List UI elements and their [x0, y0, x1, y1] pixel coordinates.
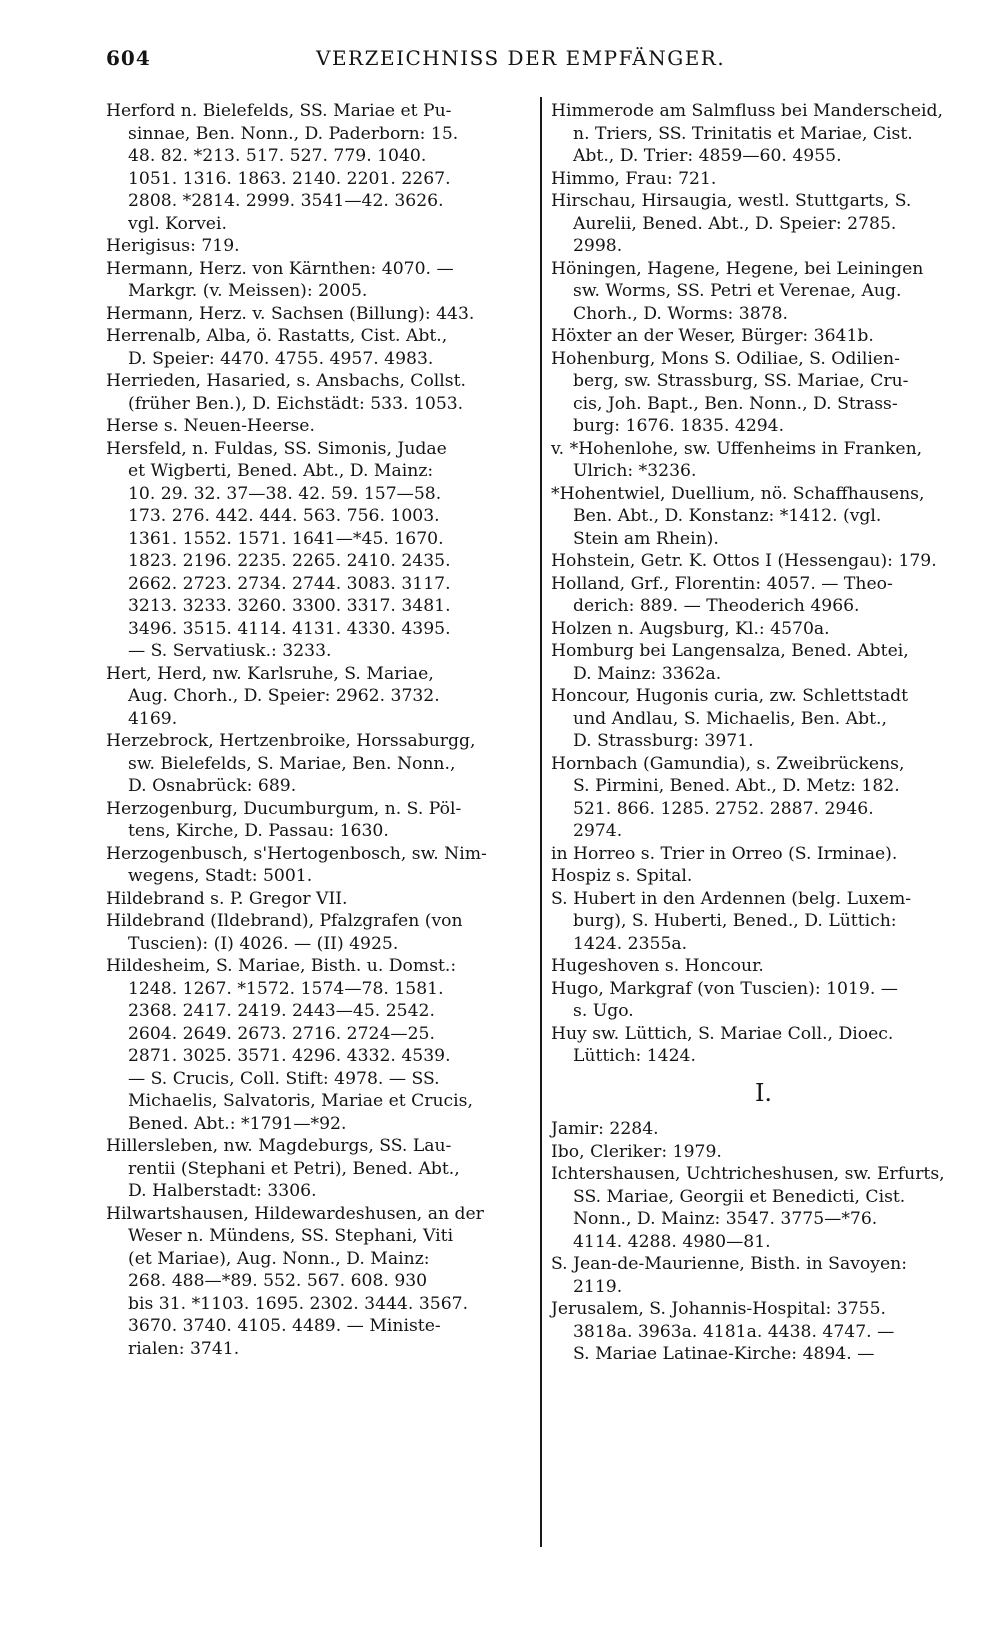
entry-heading-line: Hildesheim, S. Mariae, Bisth. u. Domst.: [106, 956, 457, 976]
entry-continuation-line: 4169. [128, 708, 178, 729]
entry-continuation-line: 2604. 2649. 2673. 2716. 2724—25. [128, 1023, 435, 1044]
index-entry [551, 685, 976, 753]
entry-heading-line: Jerusalem, S. Johannis-Hospital: 3755. [551, 1299, 886, 1319]
index-entry [106, 843, 536, 888]
entry-heading-line: v. *Hohenlohe, sw. Uffenheims in Franken, [551, 438, 923, 459]
index-entry [106, 910, 536, 955]
entry-continuation-line: D. Osnabrück: 689. [128, 776, 297, 796]
entry-heading-line: Hersfeld, n. Fuldas, SS. Simonis, Judae [106, 438, 447, 459]
entry-heading-line: Holzen n. Augsburg, Kl.: 4570a. [551, 618, 830, 639]
index-entry [106, 438, 536, 663]
index-entry [551, 865, 976, 888]
entry-heading-line: Homburg bei Langensalza, Bened. Abtei, [551, 641, 909, 661]
entry-continuation-line: 1248. 1267. *1572. 1574—78. 1581. [128, 978, 444, 999]
entry-heading-line: Hirschau, Hirsaugia, westl. Stuttgarts, S. [551, 191, 912, 211]
index-entry [106, 325, 536, 370]
index-entry [551, 100, 976, 168]
entry-heading-line: Hohenburg, Mons S. Odiliae, S. Odilien- [551, 348, 900, 369]
entry-continuation-line: 2871. 3025. 3571. 4296. 4332. 4539. [128, 1046, 451, 1066]
left-column [106, 100, 536, 1360]
index-entry [551, 168, 976, 191]
entry-continuation-line: Tuscien): (I) 4026. — (II) 4925. [128, 933, 399, 954]
entry-continuation-line: sw. Worms, SS. Petri et Verenae, Aug. [573, 281, 902, 301]
entry-heading-line: Hert, Herd, nw. Karlsruhe, S. Mariae, [106, 663, 434, 684]
index-entry [551, 888, 976, 956]
entry-continuation-line: sinnae, Ben. Nonn., D. Paderborn: 15. [128, 123, 459, 144]
index-entry [551, 1023, 976, 1068]
entry-continuation-line: Markgr. (v. Meissen): 2005. [128, 281, 368, 301]
page-header [106, 44, 866, 78]
entry-heading-line: Herzebrock, Hertzenbroike, Horssaburgg, [106, 731, 476, 751]
entry-heading-line: Hildebrand (Ildebrand), Pfalzgrafen (von [106, 911, 463, 931]
index-entry [106, 663, 536, 731]
index-entry [551, 1141, 976, 1164]
index-entry [551, 955, 976, 978]
entry-continuation-line: 3818a. 3963a. 4181a. 4438. 4747. — [573, 1321, 895, 1342]
entry-continuation-line: 521. 866. 1285. 2752. 2887. 2946. [573, 798, 874, 819]
entry-continuation-line: S. Mariae Latinae-Kirche: 4894. — [573, 1344, 875, 1364]
index-entry [106, 415, 536, 438]
column-divider [540, 97, 542, 1547]
entry-heading-line: Honcour, Hugonis curia, zw. Schlettstadt [551, 686, 909, 706]
index-entry [106, 798, 536, 843]
entry-heading-line: S. Hubert in den Ardennen (belg. Luxem- [551, 888, 912, 909]
entry-continuation-line: berg, sw. Strassburg, SS. Mariae, Cru- [573, 371, 909, 391]
entry-continuation-line: vgl. Korvei. [128, 213, 227, 234]
index-entry [551, 1118, 976, 1141]
entry-heading-line: Jamir: 2284. [551, 1119, 659, 1139]
entry-continuation-line: D. Strassburg: 3971. [573, 731, 754, 751]
entry-continuation-line: 1361. 1552. 1571. 1641—*45. 1670. [128, 528, 444, 549]
entry-continuation-line: 1424. 2355a. [573, 933, 688, 954]
entry-heading-line: Hilwartshausen, Hildewardeshusen, an der [106, 1203, 484, 1224]
index-entry [551, 1298, 976, 1366]
right-column [551, 100, 976, 1366]
entry-continuation-line: wegens, Stadt: 5001. [128, 866, 313, 886]
entry-heading-line: Hugo, Markgraf (von Tuscien): 1019. — [551, 978, 898, 999]
entry-heading-line: Herse s. Neuen-Heerse. [106, 416, 315, 436]
entry-heading-line: Hildebrand s. P. Gregor VII. [106, 888, 348, 909]
index-entry [106, 303, 536, 326]
entry-continuation-line: 268. 488—*89. 552. 567. 608. 930 [128, 1271, 428, 1291]
entry-continuation-line: Bened. Abt.: *1791—*92. [128, 1113, 347, 1134]
index-entry [106, 1203, 536, 1361]
entry-continuation-line: Lüttich: 1424. [573, 1046, 696, 1066]
index-entry [551, 1163, 976, 1253]
entry-continuation-line: 2662. 2723. 2734. 2744. 3083. 3117. [128, 573, 451, 594]
entry-continuation-line: n. Triers, SS. Trinitatis et Mariae, Cist. [573, 123, 913, 144]
entry-heading-line: Herrieden, Hasaried, s. Ansbachs, Collst. [106, 371, 466, 391]
index-entry [551, 550, 976, 573]
index-entry [551, 483, 976, 551]
entry-continuation-line: cis, Joh. Bapt., Ben. Nonn., D. Strass- [573, 393, 898, 414]
entry-continuation-line: sw. Bielefelds, S. Mariae, Ben. Nonn., [128, 753, 456, 774]
entry-continuation-line: Weser n. Mündens, SS. Stephani, Viti [128, 1226, 454, 1246]
entry-heading-line: Hospiz s. Spital. [551, 866, 693, 886]
entry-continuation-line: 4114. 4288. 4980—81. [573, 1231, 771, 1252]
entry-continuation-line: 48. 82. *213. 517. 527. 779. 1040. [128, 146, 427, 166]
entry-continuation-line: s. Ugo. [573, 1001, 634, 1021]
entry-continuation-line: (früher Ben.), D. Eichstädt: 533. 1053. [128, 393, 464, 414]
entry-continuation-line: burg), S. Huberti, Bened., D. Lüttich: [573, 911, 897, 931]
index-entry [106, 235, 536, 258]
entry-continuation-line: 2998. [573, 236, 623, 256]
entry-continuation-line: rialen: 3741. [128, 1338, 240, 1359]
entry-heading-line: Holland, Grf., Florentin: 4057. — Theo- [551, 573, 893, 594]
entry-heading-line: Hohstein, Getr. K. Ottos I (Hessengau): 179. [551, 551, 937, 571]
entry-continuation-line: SS. Mariae, Georgii et Benedicti, Cist. [573, 1186, 906, 1207]
entry-continuation-line: burg: 1676. 1835. 4294. [573, 416, 785, 436]
entry-heading-line: Hermann, Herz. v. Sachsen (Billung): 443. [106, 303, 475, 324]
entry-heading-line: Huy sw. Lüttich, S. Mariae Coll., Dioec. [551, 1023, 894, 1044]
entry-heading-line: Herzogenbusch, s'Hertogenbosch, sw. Nim- [106, 843, 487, 864]
entry-continuation-line: bis 31. *1103. 1695. 2302. 3444. 3567. [128, 1293, 469, 1314]
index-entry [106, 888, 536, 911]
entry-continuation-line: Aug. Chorh., D. Speier: 2962. 3732. [128, 686, 440, 706]
entry-continuation-line: S. Pirmini, Bened. Abt., D. Metz: 182. [573, 776, 900, 796]
entry-heading-line: Ichtershausen, Uchtricheshusen, sw. Erfurts, [551, 1164, 945, 1184]
entry-heading-line: Herrenalb, Alba, ö. Rastatts, Cist. Abt., [106, 326, 448, 346]
entry-continuation-line: tens, Kirche, D. Passau: 1630. [128, 821, 389, 841]
entry-continuation-line: D. Halberstadt: 3306. [128, 1181, 317, 1201]
entry-continuation-line: Chorh., D. Worms: 3878. [573, 303, 788, 324]
right-column-entries-i [551, 1118, 976, 1366]
index-entry [551, 325, 976, 348]
entry-continuation-line: 2368. 2417. 2419. 2443—45. 2542. [128, 1001, 435, 1021]
entry-heading-line: Hermann, Herz. von Kärnthen: 4070. — [106, 258, 454, 279]
entry-heading-line: Himmerode am Salmfluss bei Manderscheid, [551, 101, 944, 121]
index-entry [106, 370, 536, 415]
index-entry [106, 955, 536, 1135]
right-column-entries [551, 100, 976, 1068]
running-title: VERZEICHNISS DER EMPFÄNGER. [316, 46, 726, 70]
entry-heading-line: Höningen, Hagene, Hegene, bei Leiningen [551, 258, 924, 279]
entry-heading-line: Ibo, Cleriker: 1979. [551, 1141, 722, 1162]
index-entry [551, 348, 976, 438]
entry-continuation-line: Ben. Abt., D. Konstanz: *1412. (vgl. [573, 506, 882, 526]
entry-continuation-line: Abt., D. Trier: 4859—60. 4955. [573, 146, 842, 166]
index-entry [551, 618, 976, 641]
index-entry [106, 100, 536, 235]
entry-continuation-line: 2974. [573, 821, 623, 841]
entry-continuation-line: D. Speier: 4470. 4755. 4957. 4983. [128, 348, 434, 369]
entry-continuation-line: Michaelis, Salvatoris, Mariae et Crucis, [128, 1091, 473, 1111]
index-entry [551, 1253, 976, 1298]
entry-heading-line: Himmo, Frau: 721. [551, 168, 717, 189]
page-number: 604 [106, 46, 151, 70]
entry-continuation-line: 3496. 3515. 4114. 4131. 4330. 4395. [128, 618, 451, 639]
index-entry [551, 978, 976, 1023]
index-entry [551, 640, 976, 685]
entry-continuation-line: 2119. [573, 1276, 623, 1297]
entry-continuation-line: 173. 276. 442. 444. 563. 756. 1003. [128, 506, 440, 526]
index-entry [106, 258, 536, 303]
index-entry [551, 190, 976, 258]
entry-continuation-line: derich: 889. — Theoderich 4966. [573, 596, 860, 616]
entry-continuation-line: — S. Crucis, Coll. Stift: 4978. — SS. [128, 1068, 440, 1089]
index-entry [551, 753, 976, 843]
entry-continuation-line: und Andlau, S. Michaelis, Ben. Abt., [573, 708, 887, 729]
index-entry [551, 843, 976, 866]
index-entry [106, 1135, 536, 1203]
entry-continuation-line: Aurelii, Bened. Abt., D. Speier: 2785. [573, 213, 897, 234]
index-entry [551, 573, 976, 618]
entry-heading-line: Hillersleben, nw. Magdeburgs, SS. Lau- [106, 1136, 452, 1156]
entry-continuation-line: Nonn., D. Mainz: 3547. 3775—*76. [573, 1209, 878, 1229]
entry-continuation-line: — S. Servatiusk.: 3233. [128, 641, 332, 661]
entry-continuation-line: rentii (Stephani et Petri), Bened. Abt., [128, 1158, 460, 1179]
entry-continuation-line: Ulrich: *3236. [573, 461, 697, 481]
entry-heading-line: Herzogenburg, Ducumburgum, n. S. Pöl- [106, 798, 462, 819]
entry-continuation-line: 2808. *2814. 2999. 3541—42. 3626. [128, 191, 444, 211]
entry-continuation-line: Stein am Rhein). [573, 528, 719, 549]
index-entry [551, 258, 976, 326]
index-entry [106, 730, 536, 798]
entry-heading-line: Hornbach (Gamundia), s. Zweibrückens, [551, 753, 905, 774]
entry-continuation-line: et Wigberti, Bened. Abt., D. Mainz: [128, 461, 434, 481]
entry-continuation-line: 1823. 2196. 2235. 2265. 2410. 2435. [128, 551, 451, 571]
index-entry [551, 438, 976, 483]
entry-continuation-line: D. Mainz: 3362a. [573, 663, 722, 684]
entry-heading-line: *Hohentwiel, Duellium, nö. Schaffhausens, [551, 483, 925, 504]
entry-heading-line: in Horreo s. Trier in Orreo (S. Irminae). [551, 843, 898, 864]
entry-heading-line: Herford n. Bielefelds, SS. Mariae et Pu- [106, 101, 452, 121]
entry-continuation-line: (et Mariae), Aug. Nonn., D. Mainz: [128, 1248, 430, 1269]
entry-heading-line: Höxter an der Weser, Bürger: 3641b. [551, 326, 874, 346]
entry-heading-line: S. Jean-de-Maurienne, Bisth. in Savoyen: [551, 1254, 907, 1274]
entry-heading-line: Herigisus: 719. [106, 236, 240, 256]
entry-continuation-line: 3670. 3740. 4105. 4489. — Ministe- [128, 1316, 441, 1336]
section-letter-heading: I. [754, 1078, 773, 1107]
entry-continuation-line: 10. 29. 32. 37—38. 42. 59. 157—58. [128, 483, 442, 504]
entry-continuation-line: 1051. 1316. 1863. 2140. 2201. 2267. [128, 168, 451, 189]
entry-continuation-line: 3213. 3233. 3260. 3300. 3317. 3481. [128, 596, 451, 616]
entry-heading-line: Hugeshoven s. Honcour. [551, 956, 764, 976]
